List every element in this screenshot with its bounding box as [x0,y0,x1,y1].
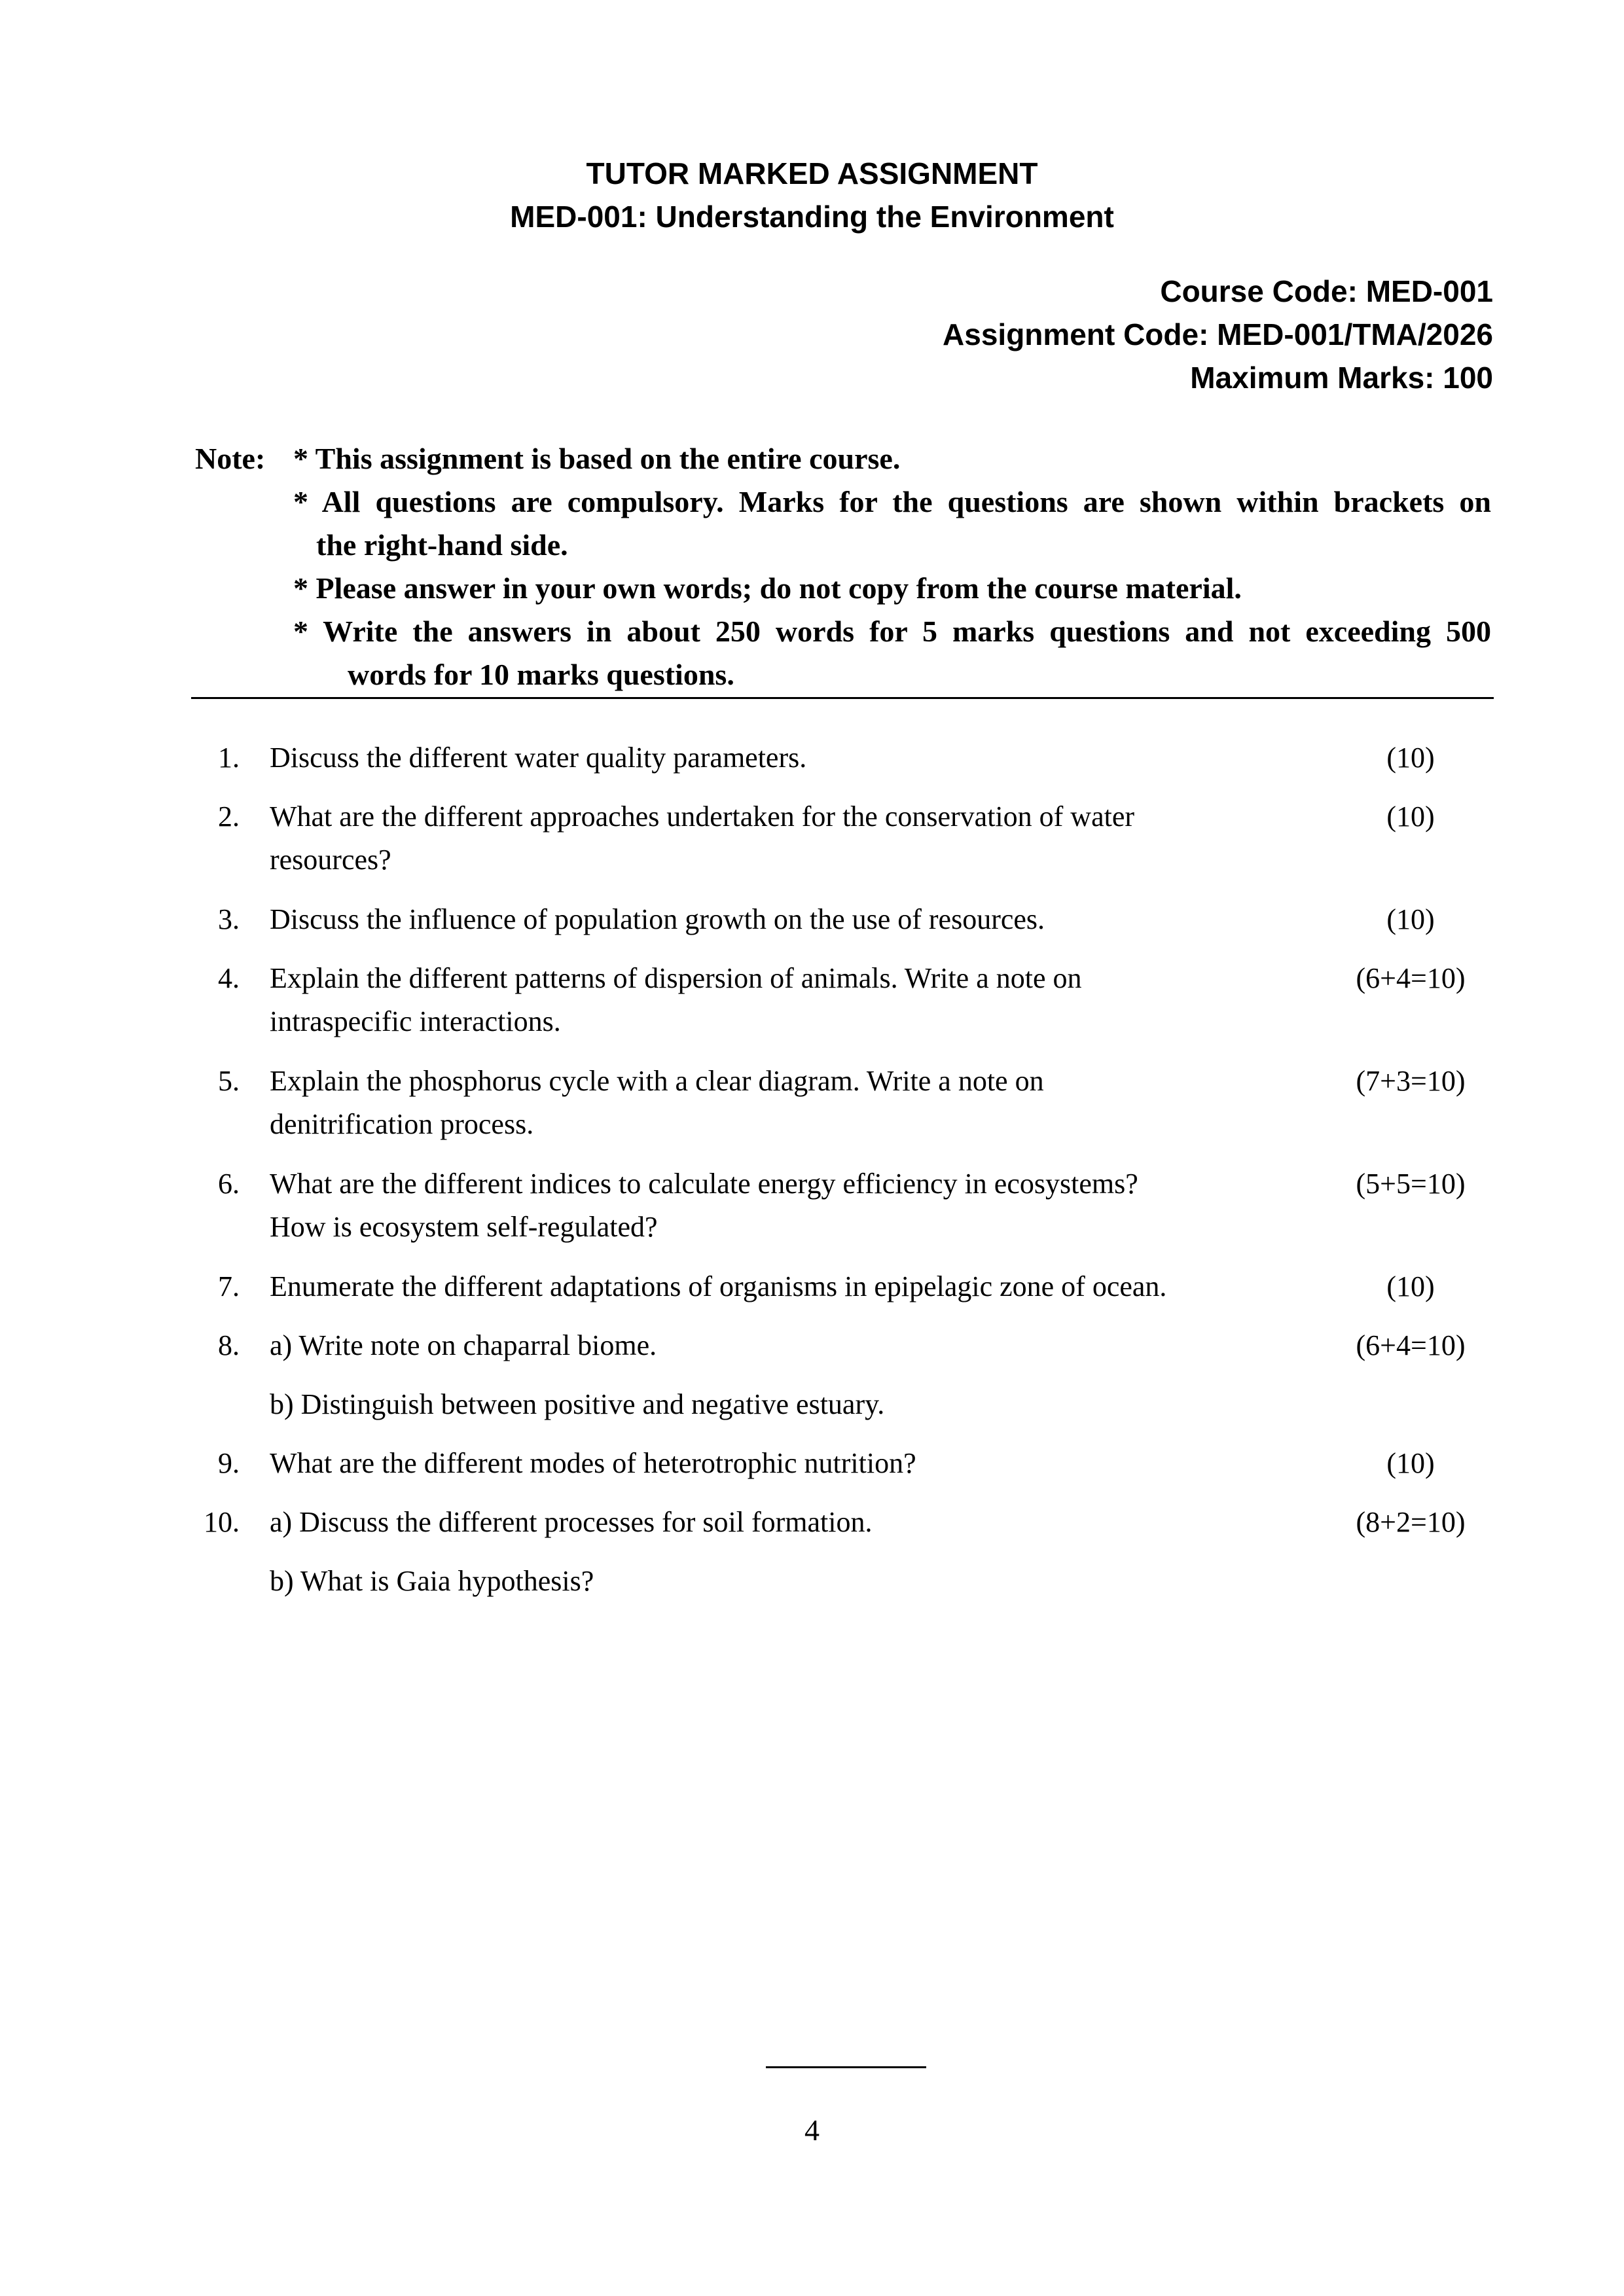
question-line: resources? [270,844,391,876]
question-text [270,1442,1291,1485]
question-number: 9. [218,1447,240,1479]
question-line: Enumerate the different adaptations of organisms in epipelagic zone of ocean. [270,1270,1167,1302]
question-number: 8. [218,1329,240,1361]
note-line: words for 10 marks questions. [348,658,734,691]
question-text [270,1324,1291,1367]
question-number: 7. [218,1270,240,1302]
question-line: What are the different approaches undertaken for the conservation of water [270,800,1135,833]
question-text [270,898,1291,941]
question-text [270,1501,1291,1544]
marks-label: (10) [1386,1270,1435,1302]
marks-label: (6+4=10) [1356,1329,1466,1361]
assignment-code: Assignment Code: MED-001/TMA/2026 [943,317,1493,351]
question-line: denitrification process. [270,1108,534,1140]
note-line: the right-hand side. [316,528,568,562]
question-line: How is ecosystem self-regulated? [270,1211,658,1243]
question-text [270,795,1291,882]
divider [191,697,1494,699]
marks-label: (10) [1386,800,1435,833]
question-line: a) Discuss the different processes for soil formation. [270,1506,873,1538]
question-line: Explain the different patterns of dispersion of animals. Write a note on [270,962,1082,994]
question-line: Explain the phosphorus cycle with a clear diagram. Write a note on [270,1065,1044,1097]
question-number: 6. [218,1168,240,1200]
question-text [270,1383,1291,1426]
question-line: Discuss the different water quality parameters. [270,742,807,774]
note-label: Note: [195,442,266,475]
course-code: Course Code: MED-001 [1160,274,1493,308]
note-line: * All questions are compulsory. Marks for the questions are shown within brackets on [293,485,1491,518]
question-number: 4. [218,962,240,994]
marks-label: (8+2=10) [1356,1506,1466,1538]
note-line: * Write the answers in about 250 words for 5 marks questions and not exceeding 500 [293,615,1491,648]
question-text [270,1060,1291,1146]
question-text [270,736,1291,780]
question-number: 5. [218,1065,240,1097]
marks-label: (5+5=10) [1356,1168,1466,1200]
question-line: What are the different indices to calculate energy efficiency in ecosystems? [270,1168,1138,1200]
question-text [270,1560,1291,1603]
question-number: 10. [204,1506,240,1538]
page-number: 4 [804,2113,820,2147]
note-line: * This assignment is based on the entire course. [293,442,901,475]
question-text [270,1265,1291,1308]
page-subtitle: MED-001: Understanding the Environment [510,200,1114,234]
maximum-marks: Maximum Marks: 100 [1190,361,1493,395]
footer-divider [766,2066,926,2068]
question-number: 3. [218,903,240,935]
page-title: TUTOR MARKED ASSIGNMENT [586,156,1038,190]
marks-label: (10) [1386,1447,1435,1479]
question-line: intraspecific interactions. [270,1005,561,1037]
question-line: Discuss the influence of population growth on the use of resources. [270,903,1045,935]
question-text [270,1162,1291,1249]
question-line: b) Distinguish between positive and negative estuary. [270,1388,885,1420]
question-line: What are the different modes of heterotrophic nutrition? [270,1447,916,1479]
note-line: * Please answer in your own words; do not copy from the course material. [293,571,1242,605]
marks-label: (6+4=10) [1356,962,1466,994]
question-text [270,957,1291,1043]
marks-label: (10) [1386,903,1435,935]
question-number: 1. [218,742,240,774]
question-number: 2. [218,800,240,833]
course-info [943,270,1493,399]
question-line: b) What is Gaia hypothesis? [270,1565,594,1597]
marks-label: (10) [1386,742,1435,774]
question-line: a) Write note on chaparral biome. [270,1329,657,1361]
marks-label: (7+3=10) [1356,1065,1466,1097]
